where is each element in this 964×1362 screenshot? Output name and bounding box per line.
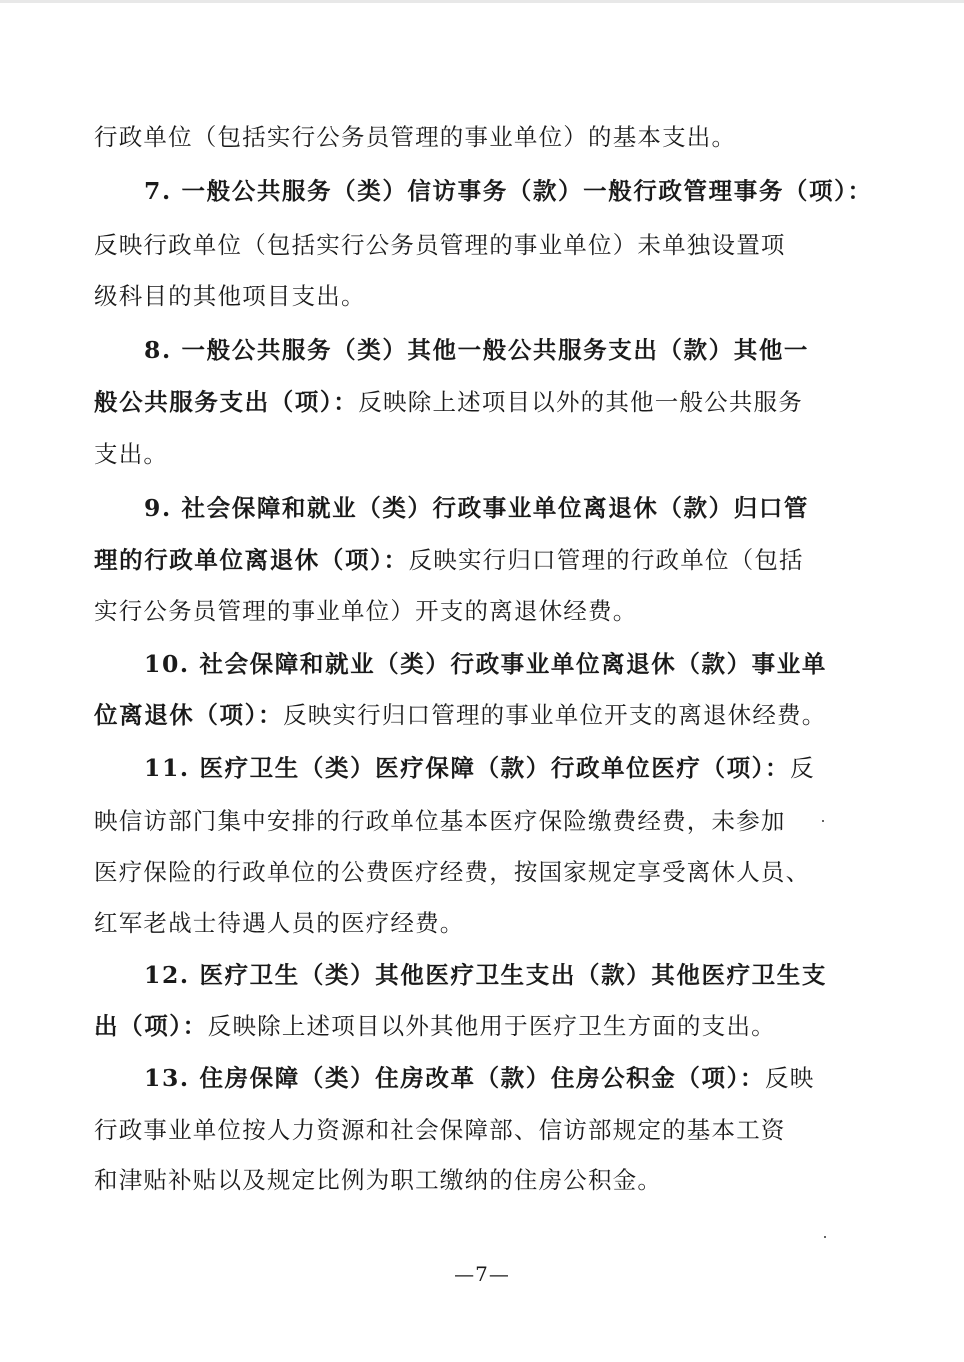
text-line: 理的行政单位离退休（项）：反映实行归口管理的行政单位（包括 [94,546,804,574]
scan-speck [824,1236,826,1238]
item-9-heading: 9. 社会保障和就业（类）行政事业单位离退休（款）归口管 [144,494,810,522]
page-number: —7— [454,1262,510,1286]
scan-speck [822,820,824,822]
item-10-heading: 10. 社会保障和就业（类）行政事业单位离退休（款）事业单 [144,650,827,678]
text-line: 支出。 [94,440,169,468]
text-line: 映信访部门集中安排的行政单位基本医疗保险缴费经费，未参加 [94,807,786,835]
text-line: 反映行政单位（包括实行公务员管理的事业单位）未单独设置项 [94,231,786,259]
text-line: 行政单位（包括实行公务员管理的事业单位）的基本支出。 [94,123,737,151]
item-13-heading: 13. 住房保障（类）住房改革（款）住房公积金（项）：反映 [144,1064,815,1092]
text-line: 医疗保险的行政单位的公费医疗经费，按国家规定享受离休人员、 [94,858,811,886]
item-11-heading: 11. 医疗卫生（类）医疗保障（款）行政单位医疗（项）：反 [144,754,815,782]
item-8-heading: 8. 一般公共服务（类）其他一般公共服务支出（款）其他一 [144,336,810,364]
text-line: 位离退休（项）：反映实行归口管理的事业单位开支的离退休经费。 [94,701,827,729]
text-line: 出（项）：反映除上述项目以外其他用于医疗卫生方面的支出。 [94,1012,776,1040]
text-line: 红军老战士待遇人员的医疗经费。 [94,909,465,937]
item-7-heading: 7. 一般公共服务（类）信访事务（款）一般行政管理事务（项）： [144,177,873,205]
scan-top-edge [0,0,964,3]
text-line: 行政事业单位按人力资源和社会保障部、信访部规定的基本工资 [94,1116,786,1144]
item-12-heading: 12. 医疗卫生（类）其他医疗卫生支出（款）其他医疗卫生支 [144,961,827,989]
text-line: 级科目的其他项目支出。 [94,282,366,310]
text-line: 般公共服务支出（项）：反映除上述项目以外的其他一般公共服务 [94,388,803,416]
text-line: 和津贴补贴以及规定比例为职工缴纳的住房公积金。 [94,1166,663,1194]
text-line: 实行公务员管理的事业单位）开支的离退休经费。 [94,597,638,625]
